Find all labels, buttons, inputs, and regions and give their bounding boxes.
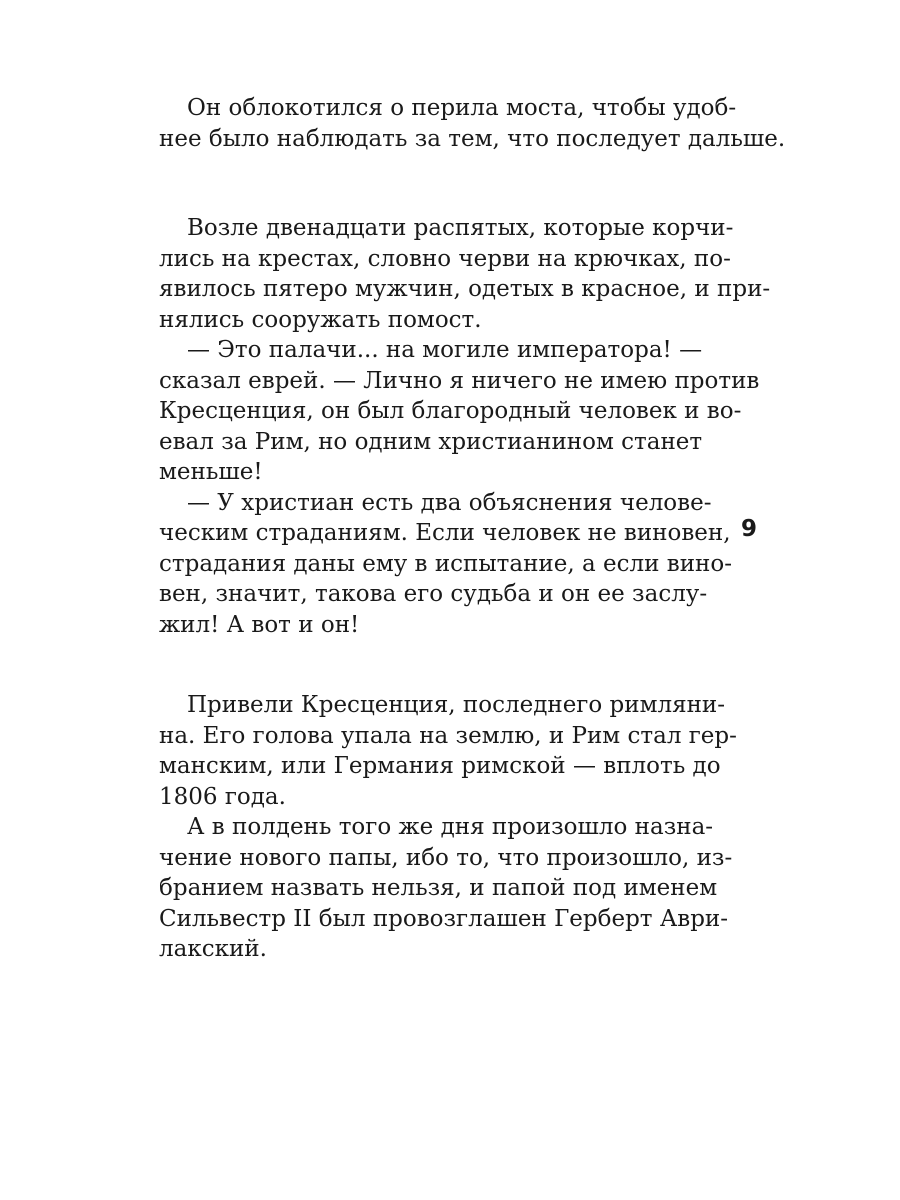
- text-line: страдания даны ему в испытание, а если вино-: [159, 550, 732, 577]
- text-line: нее было наблюдать за тем, что последует дальше.: [159, 125, 786, 152]
- paragraph-group-1: [159, 93, 786, 154]
- text-line: явилось пятеро мужчин, одетых в красное, и при-: [159, 276, 771, 302]
- paragraph-group-3: [159, 690, 737, 965]
- text-line: бранием назвать нельзя, и папой под именем: [159, 875, 718, 901]
- text-line: евал за Рим, но одним христианином станет: [159, 428, 703, 455]
- text-line: Привели Кресценция, последнего римляни-: [187, 692, 726, 718]
- text-line: Он облокотился о перила моста, чтобы удоб-: [187, 95, 737, 121]
- text-line: Возле двенадцати распятых, которые корчи-: [187, 215, 734, 241]
- text-line: Кресценция, он был благородный человек и во-: [159, 398, 742, 424]
- dialogue-line: — У христиан есть два объяснения челове-: [187, 489, 712, 516]
- text-line: жил! А вот и он!: [159, 611, 360, 638]
- text-line: на. Его голова упала на землю, и Рим стал гер-: [159, 722, 737, 749]
- text-line: ческим страданиям. Если человек не виновен,: [159, 520, 731, 546]
- text-line: вен, значит, такова его судьба и он ее заслу-: [159, 581, 708, 607]
- text-line: лакский.: [159, 936, 267, 962]
- paragraph-group-2: [159, 213, 771, 640]
- dialogue-line: — Это палачи... на могиле императора! —: [187, 337, 703, 363]
- page-number: 9: [741, 516, 758, 542]
- text-line: лись на крестах, словно черви на крючках, по-: [159, 245, 731, 272]
- text-line: сказал еврей. — Лично я ничего не имею против: [159, 367, 760, 394]
- text-line: А в полдень того же дня произошло назна-: [187, 814, 714, 840]
- text-line: чение нового папы, ибо то, что произошло, из-: [159, 844, 733, 871]
- text-line: манским, или Германия римской — вплоть до: [159, 753, 721, 779]
- text-line: 1806 года.: [159, 783, 286, 810]
- text-line: меньше!: [159, 459, 263, 485]
- text-line: Сильвестр II был провозглашен Герберт Аври-: [159, 905, 729, 932]
- text-line: нялись сооружать помост.: [159, 306, 482, 333]
